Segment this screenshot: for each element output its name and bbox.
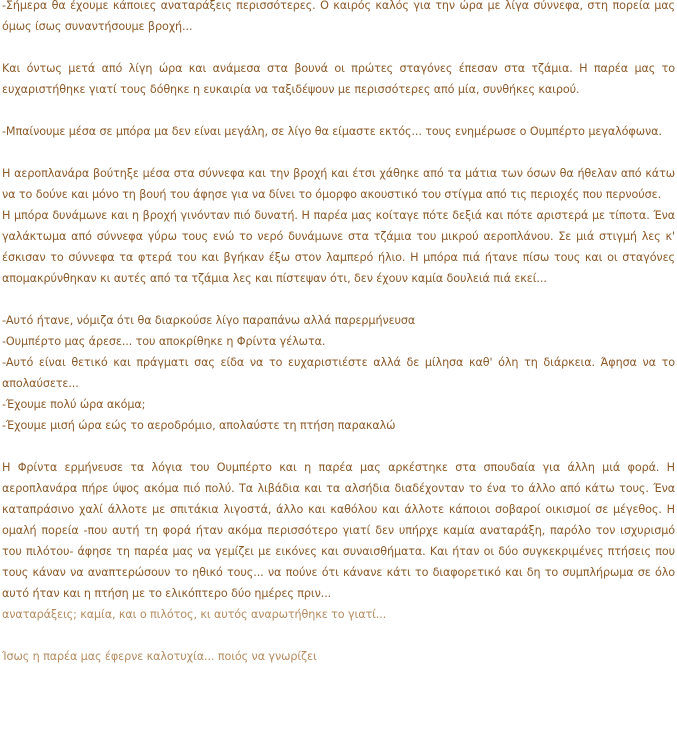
dialogue-line: -Αυτό είναι θετικό και πράγματι σας είδα να το ευχαριστιέστε αλλά δε μίλησα καθ' όλη τη διάρκεια. Άφησα να το απολαύσετε... (2, 356, 675, 390)
dialogue-line: -Ουμπέρτο μας άρεσε... του αποκρίθηκε η Φρίντα γέλωτα. (2, 335, 326, 348)
paragraph-entering-storm: -Μπαίνουμε μέσα σε μπόρα μα δεν είναι μεγάλη, σε λίγο θα είμαστε εκτός... τους ενημέρωσε ο Ουμπέρτο μεγαλόφωνα. (2, 125, 662, 138)
paragraph-weather-forecast: -Σήμερα θα έχουμε κάποιες αναταράξεις περισσότερες. Ο καιρός καλός για την ώρα με λίγα σύννεφα, στη πορεία μας όμως ίσως συναντήσουμε βροχή... (2, 0, 675, 33)
paragraph-turbulence-note: αναταράξεις; καμία, και ο πιλότος, κι αυτός αναρωτήθηκε το γιατί... (2, 608, 387, 621)
paragraph-plane-into-clouds: Η αεροπλανάρα βούτηξε μέσα στα σύννεφα και την βροχή και έτσι χάθηκε από τα μάτια των όσων θα ήθελαν από κάτω να το δούνε και μόνο τη βουή του άφησε για να δίνει το όμορφο ακουστικό του στίγμα από τις περιοχές που περνούσε. (2, 167, 675, 201)
dialogue-line: -Έχουμε μισή ώρα εώς το αεροδρόμιο, απολαύστε τη πτήση παρακαλώ (2, 419, 396, 432)
paragraph-landscape: Η Φρίντα ερμήνευσε τα λόγια του Ουμπέρτο και η παρέα μας αρκέστηκε στα σπουδαία για άλλη μιά φορά. Η αεροπλανάρα πήρε ύψος ακόμα πιό πολύ. Τα λιβάδια και τα αλσήδια διαδέχονταν το ένα το άλλο από κάτω τους. Ένα καταπράσινο χαλί άλλοτε με σπιτάκια λιγοστά, άλλο και καθόλου και άλλοτε κάποιοι σοβαροί οικισμοί σε μέγεθος. Η ομαλή πορεία -που αυτή τη φορά ήταν ακόμα περισσότερο γιατί δεν υπήρχε καμία αναταράξη, παρόλο τον ισχυρισμό του πιλότου- άφησε τη παρέα μας να γεμίζει με εικόνες και συναισθήματα. Και ήταν οι δύο συγκεκριμένες πτήσεις που τους κάναν να αναπτερώσουν το ηθικό τους... να πούνε ότι κάνανε κάτι το διαφορετικό και δη το συμπλήρωμα σε όλο αυτό ήταν και η πτήση με το ελικόπτερο δύο ημέρες πριν... (2, 461, 675, 600)
paragraph-closing-line: Ίσως η παρέα μας έφερνε καλοτυχία... ποιός να γνωρίζει (2, 650, 317, 663)
paragraph-first-raindrops: Και όντως μετά από λίγη ώρα και ανάμεσα στα βουνά οι πρώτες σταγόνες έπεσαν στα τζάμια. Η παρέα μας το ευχαριστήθηκε γιατί τους δόθηκε η ευκαιρία να ταξιδέψουν με περισσότερες από μία, συνθήκες καιρού. (2, 62, 675, 96)
dialogue-line: -Αυτό ήτανε, νόμιζα ότι θα διαρκούσε λίγο παραπάνω αλλά παρερμήνευσα (2, 314, 416, 327)
paragraph-storm-strengthens: Η μπόρα δυνάμωνε και η βροχή γινόνταν πιό δυνατή. Η παρέα μας κοίταγε πότε δεξιά και πότε αριστερά με τίποτα. Ένα γαλάκτωμα από σύννεφα γύρω τους ενώ το νερό δυνάμωνε στα τζάμια του μικρού αεροπλάνου. Σε μιά στιγμή λες κ' έσκισαν το σύννεφα τα φτερά του και βγήκαν έξω στον λαμπερό ήλιο. Η μπόρα πιά ήτανε πίσω τους και οι σταγόνες απομακρύνθηκαν κι αυτές από τα τζάμια λες και πίστεψαν ότι, δεν έχουν καμία δουλειά πιά εκεί... (2, 209, 675, 285)
dialogue-line: -Έχουμε πολύ ώρα ακόμα; (2, 398, 146, 411)
document-body (2, 0, 675, 688)
